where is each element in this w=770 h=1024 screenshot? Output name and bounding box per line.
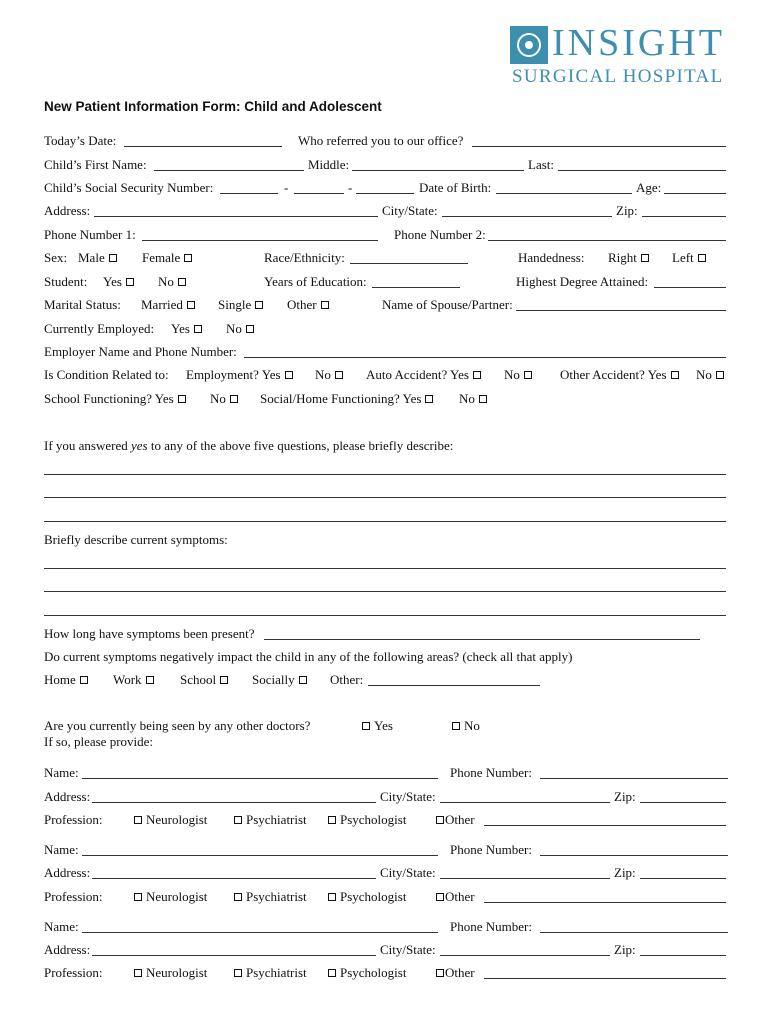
male-label: Male <box>78 250 105 265</box>
doctor2-neurologist-option[interactable] <box>134 889 207 905</box>
doctor2-psychiatrist-checkbox[interactable] <box>234 893 242 901</box>
social-no-option[interactable] <box>459 391 487 407</box>
social-yes-label: Social/Home Functioning? Yes <box>260 391 422 406</box>
doctor1-other-field[interactable] <box>484 813 726 826</box>
school-no-label: No <box>210 391 226 406</box>
phone2-field[interactable] <box>488 228 726 241</box>
student-no-label: No <box>158 274 174 289</box>
employment-no-label: No <box>315 367 331 382</box>
doctor1-phone-label: Phone Number: <box>450 765 532 780</box>
auto-yes-checkbox[interactable] <box>473 371 481 379</box>
doctor3-other-label: Other <box>445 965 475 980</box>
student-yes-checkbox[interactable] <box>126 278 134 286</box>
male-option[interactable] <box>78 250 117 266</box>
doctor3-address-field[interactable] <box>92 943 376 956</box>
describe-prompt-pre: If you answered <box>44 438 131 453</box>
other-acc-no-checkbox[interactable] <box>716 371 724 379</box>
marital-label: Marital Status: <box>44 297 121 312</box>
area-school-label: School <box>180 672 217 687</box>
last-label: Last: <box>528 157 554 172</box>
doctors-yes-option[interactable] <box>362 718 393 734</box>
ssn-field-3[interactable] <box>356 181 414 194</box>
auto-no-checkbox[interactable] <box>524 371 532 379</box>
doctor2-other-field[interactable] <box>484 890 726 903</box>
single-option[interactable] <box>218 297 263 313</box>
doctor1-profession-label: Profession: <box>44 812 103 827</box>
student-yes-label: Yes <box>103 274 122 289</box>
ssn-label: Child’s Social Security Number: <box>44 180 214 195</box>
describe-line-1[interactable] <box>44 474 726 475</box>
employed-yes-option[interactable] <box>171 321 202 337</box>
employed-no-label: No <box>226 321 242 336</box>
area-school-option[interactable] <box>180 672 228 688</box>
doctor2-zip-label: Zip: <box>614 865 636 880</box>
employer-field[interactable] <box>244 345 726 358</box>
zip-label: Zip: <box>616 203 638 218</box>
doctors-yes-label: Yes <box>374 718 393 733</box>
doctor3-psychiatrist-label: Psychiatrist <box>246 965 307 980</box>
employment-yes-option[interactable] <box>186 367 293 383</box>
doctor2-name-field[interactable] <box>82 843 438 856</box>
zip-field[interactable] <box>642 204 726 217</box>
doctor2-profession-label: Profession: <box>44 889 103 904</box>
doctor2-address-label: Address: <box>44 865 91 880</box>
school-yes-label: School Functioning? Yes <box>44 391 174 406</box>
doctor3-address-label: Address: <box>44 942 91 957</box>
race-label: Race/Ethnicity: <box>264 250 345 265</box>
referred-field[interactable] <box>472 134 726 147</box>
logo-word: INSIGHT <box>552 22 725 64</box>
ssn-field-1[interactable] <box>220 181 278 194</box>
social-yes-checkbox[interactable] <box>425 395 433 403</box>
other-marital-label: Other <box>287 297 317 312</box>
doctor1-address-field[interactable] <box>92 790 376 803</box>
doctor1-zip-field[interactable] <box>640 790 726 803</box>
employment-yes-label: Employment? Yes <box>186 367 281 382</box>
spouse-field[interactable] <box>516 298 726 311</box>
employment-yes-checkbox[interactable] <box>285 371 293 379</box>
doctor1-city-field[interactable] <box>440 790 610 803</box>
doctor2-psychologist-option[interactable] <box>328 889 406 905</box>
doctor2-other-checkbox[interactable] <box>436 893 444 901</box>
left-label: Left <box>672 250 694 265</box>
employment-no-option[interactable] <box>315 367 343 383</box>
doctor3-phone-field[interactable] <box>540 920 728 933</box>
if-so-label: If so, please provide: <box>44 734 154 749</box>
employed-no-option[interactable] <box>226 321 254 337</box>
doctor3-other-field[interactable] <box>484 966 726 979</box>
doctor3-profession-label: Profession: <box>44 965 103 980</box>
doctor2-city-field[interactable] <box>440 866 610 879</box>
race-field[interactable] <box>350 251 468 264</box>
employer-label: Employer Name and Phone Number: <box>44 344 237 359</box>
condition-label: Is Condition Related to: <box>44 367 169 382</box>
years-edu-field[interactable] <box>372 275 460 288</box>
doctor1-name-field[interactable] <box>82 766 438 779</box>
doctor1-phone-field[interactable] <box>540 766 728 779</box>
age-field[interactable] <box>664 181 726 194</box>
employed-no-checkbox[interactable] <box>246 325 254 333</box>
employed-yes-checkbox[interactable] <box>194 325 202 333</box>
school-yes-option[interactable] <box>44 391 186 407</box>
describe-prompt <box>44 438 453 454</box>
doctor3-psychologist-checkbox[interactable] <box>328 969 336 977</box>
doctor2-psychologist-label: Psychologist <box>340 889 407 904</box>
age-label: Age: <box>636 180 662 195</box>
doctor3-city-label: City/State: <box>380 942 436 957</box>
years-edu-label: Years of Education: <box>264 274 367 289</box>
married-checkbox[interactable] <box>187 301 195 309</box>
area-work-label: Work <box>113 672 142 687</box>
dob-field[interactable] <box>496 181 632 194</box>
doctors-no-label: No <box>464 718 480 733</box>
middle-label: Middle: <box>308 157 350 172</box>
phone1-label: Phone Number 1: <box>44 227 136 242</box>
area-home-option[interactable] <box>44 672 88 688</box>
doctor3-phone-label: Phone Number: <box>450 919 532 934</box>
doctor2-name-label: Name: <box>44 842 79 857</box>
dob-label: Date of Birth: <box>419 180 492 195</box>
ssn-dash-2: - <box>348 180 353 195</box>
doctor2-address-field[interactable] <box>92 866 376 879</box>
area-work-checkbox[interactable] <box>146 676 154 684</box>
doctor3-other-checkbox[interactable] <box>436 969 444 977</box>
todays-date-field[interactable] <box>124 134 282 147</box>
phone1-field[interactable] <box>142 228 378 241</box>
doctors-no-option[interactable] <box>452 718 480 734</box>
doctor1-other-label: Other <box>445 812 475 827</box>
area-home-checkbox[interactable] <box>80 676 88 684</box>
right-option[interactable] <box>608 250 649 266</box>
doctor3-city-field[interactable] <box>440 943 610 956</box>
symptoms-line-1[interactable] <box>44 568 726 569</box>
other-acc-yes-option[interactable] <box>560 367 679 383</box>
doctor2-other-label: Other <box>445 889 475 904</box>
doctors-question: Are you currently being seen by any other doctors? <box>44 718 311 733</box>
doctor1-psychologist-label: Psychologist <box>340 812 407 827</box>
ssn-field-2[interactable] <box>294 181 344 194</box>
school-yes-checkbox[interactable] <box>178 395 186 403</box>
doctor3-other-option[interactable] <box>436 965 475 981</box>
single-label: Single <box>218 297 252 312</box>
doctor3-psychiatrist-option[interactable] <box>234 965 307 981</box>
female-checkbox[interactable] <box>184 254 192 262</box>
doctor3-zip-field[interactable] <box>640 943 726 956</box>
social-no-label: No <box>459 391 475 406</box>
other-acc-yes-checkbox[interactable] <box>671 371 679 379</box>
area-socially-label: Socially <box>252 672 295 687</box>
married-option[interactable] <box>141 297 195 313</box>
right-label: Right <box>608 250 637 265</box>
highest-degree-field[interactable] <box>654 275 726 288</box>
female-option[interactable] <box>142 250 192 266</box>
student-label: Student: <box>44 274 88 289</box>
other-marital-option[interactable] <box>287 297 329 313</box>
area-school-checkbox[interactable] <box>220 676 228 684</box>
area-other-field[interactable] <box>368 673 540 686</box>
employed-yes-label: Yes <box>171 321 190 336</box>
area-other-label: Other: <box>330 672 364 687</box>
last-field[interactable] <box>558 158 726 171</box>
area-socially-option[interactable] <box>252 672 307 688</box>
social-yes-option[interactable] <box>260 391 433 407</box>
doctor3-name-label: Name: <box>44 919 79 934</box>
right-checkbox[interactable] <box>641 254 649 262</box>
describe-prompt-post: to any of the above five questions, please briefly describe: <box>147 438 454 453</box>
auto-no-option[interactable] <box>504 367 532 383</box>
social-no-checkbox[interactable] <box>479 395 487 403</box>
phone2-label: Phone Number 2: <box>394 227 486 242</box>
doctor2-other-option[interactable] <box>436 889 475 905</box>
school-no-checkbox[interactable] <box>230 395 238 403</box>
doctor1-psychiatrist-option[interactable] <box>234 812 307 828</box>
doctor1-address-label: Address: <box>44 789 91 804</box>
first-name-label: Child’s First Name: <box>44 157 147 172</box>
left-option[interactable] <box>672 250 706 266</box>
doctor2-psychiatrist-label: Psychiatrist <box>246 889 307 904</box>
school-no-option[interactable] <box>210 391 238 407</box>
address-label: Address: <box>44 203 91 218</box>
doctor3-psychologist-label: Psychologist <box>340 965 407 980</box>
doctor1-neurologist-checkbox[interactable] <box>134 816 142 824</box>
doctor1-psychiatrist-label: Psychiatrist <box>246 812 307 827</box>
student-yes-option[interactable] <box>103 274 134 290</box>
doctor3-neurologist-checkbox[interactable] <box>134 969 142 977</box>
female-label: Female <box>142 250 181 265</box>
other-acc-no-option[interactable] <box>696 367 724 383</box>
area-work-option[interactable] <box>113 672 154 688</box>
hospital-logo <box>510 22 735 88</box>
doctor2-neurologist-label: Neurologist <box>146 889 208 904</box>
doctor1-city-label: City/State: <box>380 789 436 804</box>
handedness-label: Handedness: <box>518 250 585 265</box>
doctor3-neurologist-label: Neurologist <box>146 965 208 980</box>
form-title: New Patient Information Form: Child and Adolescent <box>44 99 382 114</box>
symptoms-line-2[interactable] <box>44 591 726 592</box>
doctor1-zip-label: Zip: <box>614 789 636 804</box>
doctors-no-checkbox[interactable] <box>452 722 460 730</box>
how-long-label: How long have symptoms been present? <box>44 626 255 641</box>
impact-prompt: Do current symptoms negatively impact the child in any of the following areas? (check all that apply) <box>44 649 573 664</box>
todays-date-label: Today’s Date: <box>44 133 117 148</box>
doctor2-phone-field[interactable] <box>540 843 728 856</box>
doctor3-zip-label: Zip: <box>614 942 636 957</box>
middle-field[interactable] <box>352 158 524 171</box>
referred-label: Who referred you to our office? <box>298 133 464 148</box>
single-checkbox[interactable] <box>255 301 263 309</box>
city-state-label: City/State: <box>382 203 438 218</box>
doctor1-other-checkbox[interactable] <box>436 816 444 824</box>
other-acc-no-label: No <box>696 367 712 382</box>
spouse-label: Name of Spouse/Partner: <box>382 297 513 312</box>
doctor1-psychiatrist-checkbox[interactable] <box>234 816 242 824</box>
other-acc-yes-label: Other Accident? Yes <box>560 367 667 382</box>
doctor2-zip-field[interactable] <box>640 866 726 879</box>
employed-label: Currently Employed: <box>44 321 155 336</box>
city-state-field[interactable] <box>442 204 612 217</box>
other-marital-checkbox[interactable] <box>321 301 329 309</box>
doctor1-psychologist-option[interactable] <box>328 812 406 828</box>
highest-degree-label: Highest Degree Attained: <box>516 274 649 289</box>
area-home-label: Home <box>44 672 76 687</box>
employment-no-checkbox[interactable] <box>335 371 343 379</box>
how-long-field[interactable] <box>264 627 700 640</box>
describe-line-2[interactable] <box>44 497 726 498</box>
logo-subtitle: SURGICAL HOSPITAL <box>512 66 724 87</box>
describe-line-3[interactable] <box>44 521 726 522</box>
doctor1-neurologist-label: Neurologist <box>146 812 208 827</box>
student-no-checkbox[interactable] <box>178 278 186 286</box>
male-checkbox[interactable] <box>109 254 117 262</box>
address-field[interactable] <box>94 204 378 217</box>
student-no-option[interactable] <box>158 274 186 290</box>
doctor1-name-label: Name: <box>44 765 79 780</box>
doctor1-other-option[interactable] <box>436 812 475 828</box>
first-name-field[interactable] <box>154 158 304 171</box>
auto-yes-option[interactable] <box>366 367 481 383</box>
sex-label: Sex: <box>44 250 68 265</box>
married-label: Married <box>141 297 183 312</box>
describe-prompt-em: yes <box>131 438 148 453</box>
doctor3-psychologist-option[interactable] <box>328 965 406 981</box>
area-socially-checkbox[interactable] <box>299 676 307 684</box>
auto-yes-label: Auto Accident? Yes <box>366 367 469 382</box>
doctor2-city-label: City/State: <box>380 865 436 880</box>
doctor2-neurologist-checkbox[interactable] <box>134 893 142 901</box>
left-checkbox[interactable] <box>698 254 706 262</box>
doctor1-psychologist-checkbox[interactable] <box>328 816 336 824</box>
doctor3-neurologist-option[interactable] <box>134 965 207 981</box>
ssn-dash-1: - <box>284 180 289 195</box>
doctor3-psychiatrist-checkbox[interactable] <box>234 969 242 977</box>
doctor1-neurologist-option[interactable] <box>134 812 207 828</box>
auto-no-label: No <box>504 367 520 382</box>
doctor2-psychologist-checkbox[interactable] <box>328 893 336 901</box>
symptoms-line-3[interactable] <box>44 615 726 616</box>
doctors-yes-checkbox[interactable] <box>362 722 370 730</box>
doctor2-psychiatrist-option[interactable] <box>234 889 307 905</box>
logo-mark-icon <box>510 26 548 64</box>
doctor2-phone-label: Phone Number: <box>450 842 532 857</box>
doctor3-name-field[interactable] <box>82 920 438 933</box>
symptoms-prompt: Briefly describe current symptoms: <box>44 532 228 547</box>
